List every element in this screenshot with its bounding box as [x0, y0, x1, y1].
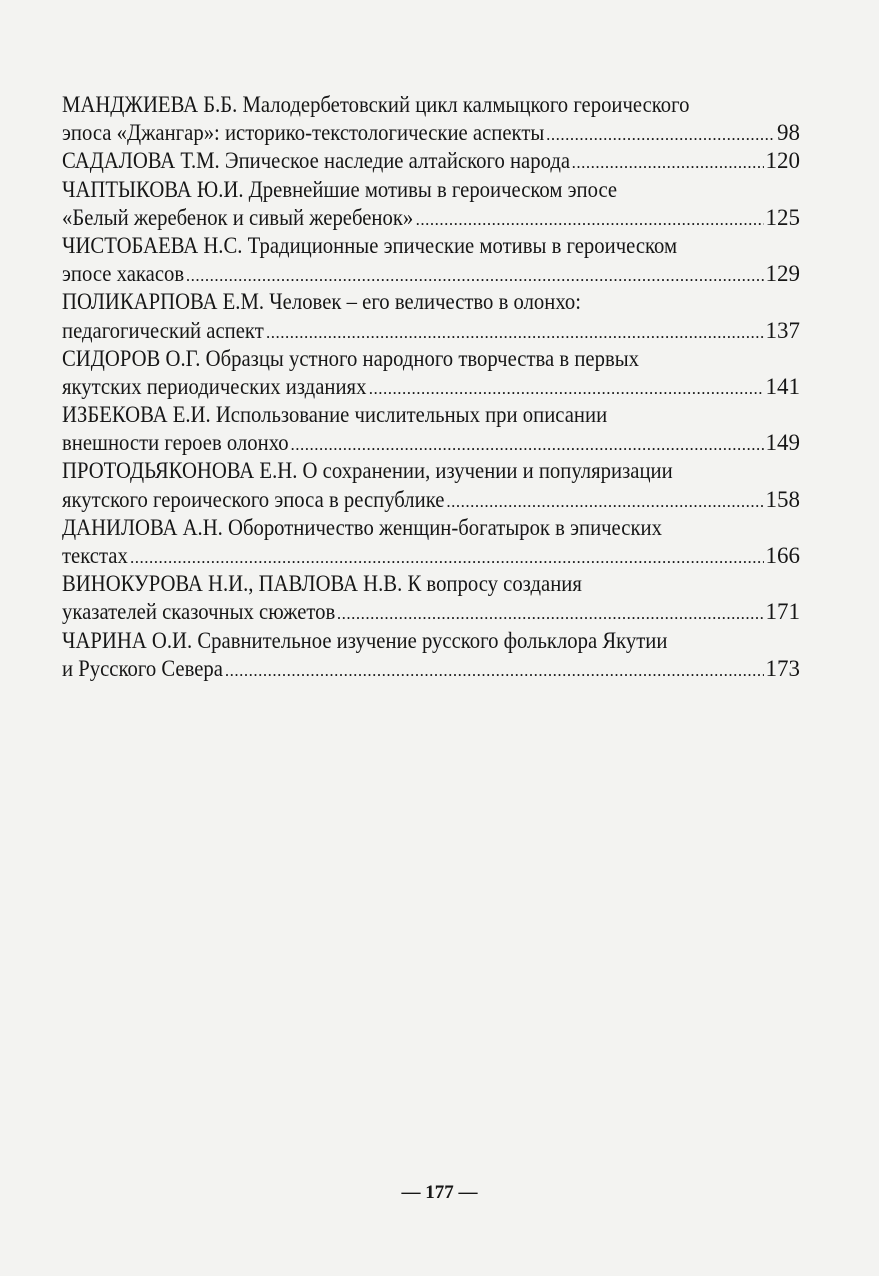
toc-entry-title-line2: педагогический аспект — [62, 317, 264, 343]
toc-entry — [62, 345, 800, 401]
toc-entry-page: 141 — [765, 373, 800, 399]
toc-entry-title-line2: указателей сказочных сюжетов — [62, 599, 336, 625]
toc-entry — [62, 514, 800, 570]
toc-entry — [62, 176, 800, 232]
toc-entry-title-line1: ВИНОКУРОВА Н.И., ПАВЛОВА Н.В. К вопросу создания — [62, 571, 582, 597]
dot-leader — [130, 544, 764, 572]
toc-entry-page: 173 — [765, 655, 800, 681]
page-number: — 177 — — [401, 1182, 478, 1203]
toc-entry — [62, 91, 800, 147]
toc-entry-title-line2: эпосе хакасов — [62, 261, 185, 287]
toc-entry — [62, 401, 800, 457]
toc-entry-page: 98 — [777, 120, 800, 146]
toc-entry-title-line1: ЧИСТОБАЕВА Н.С. Традиционные эпические мотивы в героическом — [62, 232, 678, 258]
dot-leader — [546, 121, 775, 149]
toc-entry-title-line2: якутских периодических изданиях — [62, 373, 367, 399]
toc-entry-title-line2: «Белый жеребенок и сивый жеребенок» — [62, 204, 414, 230]
toc-entry — [62, 570, 800, 626]
dot-leader — [186, 262, 764, 290]
toc-entry — [62, 288, 800, 344]
toc-entry-title-line1: ПРОТОДЬЯКОНОВА Е.Н. О сохранении, изучении и популяризации — [62, 458, 673, 484]
toc-entry-title-line1: ЧАПТЫКОВА Ю.И. Древнейшие мотивы в героическом эпосе — [62, 176, 618, 202]
toc-entry — [62, 457, 800, 513]
dot-leader — [446, 488, 763, 516]
toc-entry-page: 137 — [765, 317, 800, 343]
dot-leader — [369, 375, 764, 403]
toc-entry-page: 120 — [765, 148, 800, 174]
toc-entry-title-line1: ДАНИЛОВА А.Н. Оборотничество женщин-богатырок в эпических — [62, 514, 662, 540]
toc-entry-title-line1: МАНДЖИЕВА Б.Б. Малодербетовский цикл калмыцкого героического — [62, 92, 690, 117]
dot-leader — [291, 431, 764, 459]
dot-leader — [337, 600, 764, 628]
toc-entry-page: 125 — [765, 204, 800, 230]
toc-entry — [62, 627, 800, 683]
toc-entry-page: 171 — [765, 599, 800, 625]
toc-entry-title-line1: ПОЛИКАРПОВА Е.М. Человек – его величество в олонхо: — [62, 289, 582, 315]
toc-entry-title-line2: и Русского Севера — [62, 655, 223, 681]
toc-entry-title-line2: текстах — [62, 543, 128, 568]
toc-entry-page: 158 — [765, 486, 800, 512]
toc-entry-page: 166 — [765, 543, 800, 568]
dot-leader — [416, 206, 764, 234]
toc-entry-title-line1: ЧАРИНА О.И. Сравнительное изучение русского фольклора Якутии — [62, 627, 668, 653]
toc-entry-title-line2: эпоса «Джангар»: историко-текстологические аспекты — [62, 120, 545, 146]
toc-entry-title-line1: СИДОРОВ О.Г. Образцы устного народного творчества в первых — [62, 345, 639, 371]
dot-leader — [572, 149, 764, 177]
table-of-contents — [62, 91, 800, 683]
toc-entry-title-line2: якутского героического эпоса в республике — [62, 486, 445, 512]
toc-entry-title-line2: внешности героев олонхо — [62, 430, 289, 456]
toc-entry-page: 129 — [765, 261, 800, 287]
toc-entry-title-line1: ИЗБЕКОВА Е.И. Использование числительных при описании — [62, 402, 608, 428]
toc-entry — [62, 147, 800, 175]
dot-leader — [266, 319, 764, 347]
toc-entry — [62, 232, 800, 288]
toc-entry-title-line2: САДАЛОВА Т.М. Эпическое наследие алтайского народа — [62, 148, 571, 174]
dot-leader — [225, 657, 764, 685]
toc-entry-page: 149 — [765, 430, 800, 456]
